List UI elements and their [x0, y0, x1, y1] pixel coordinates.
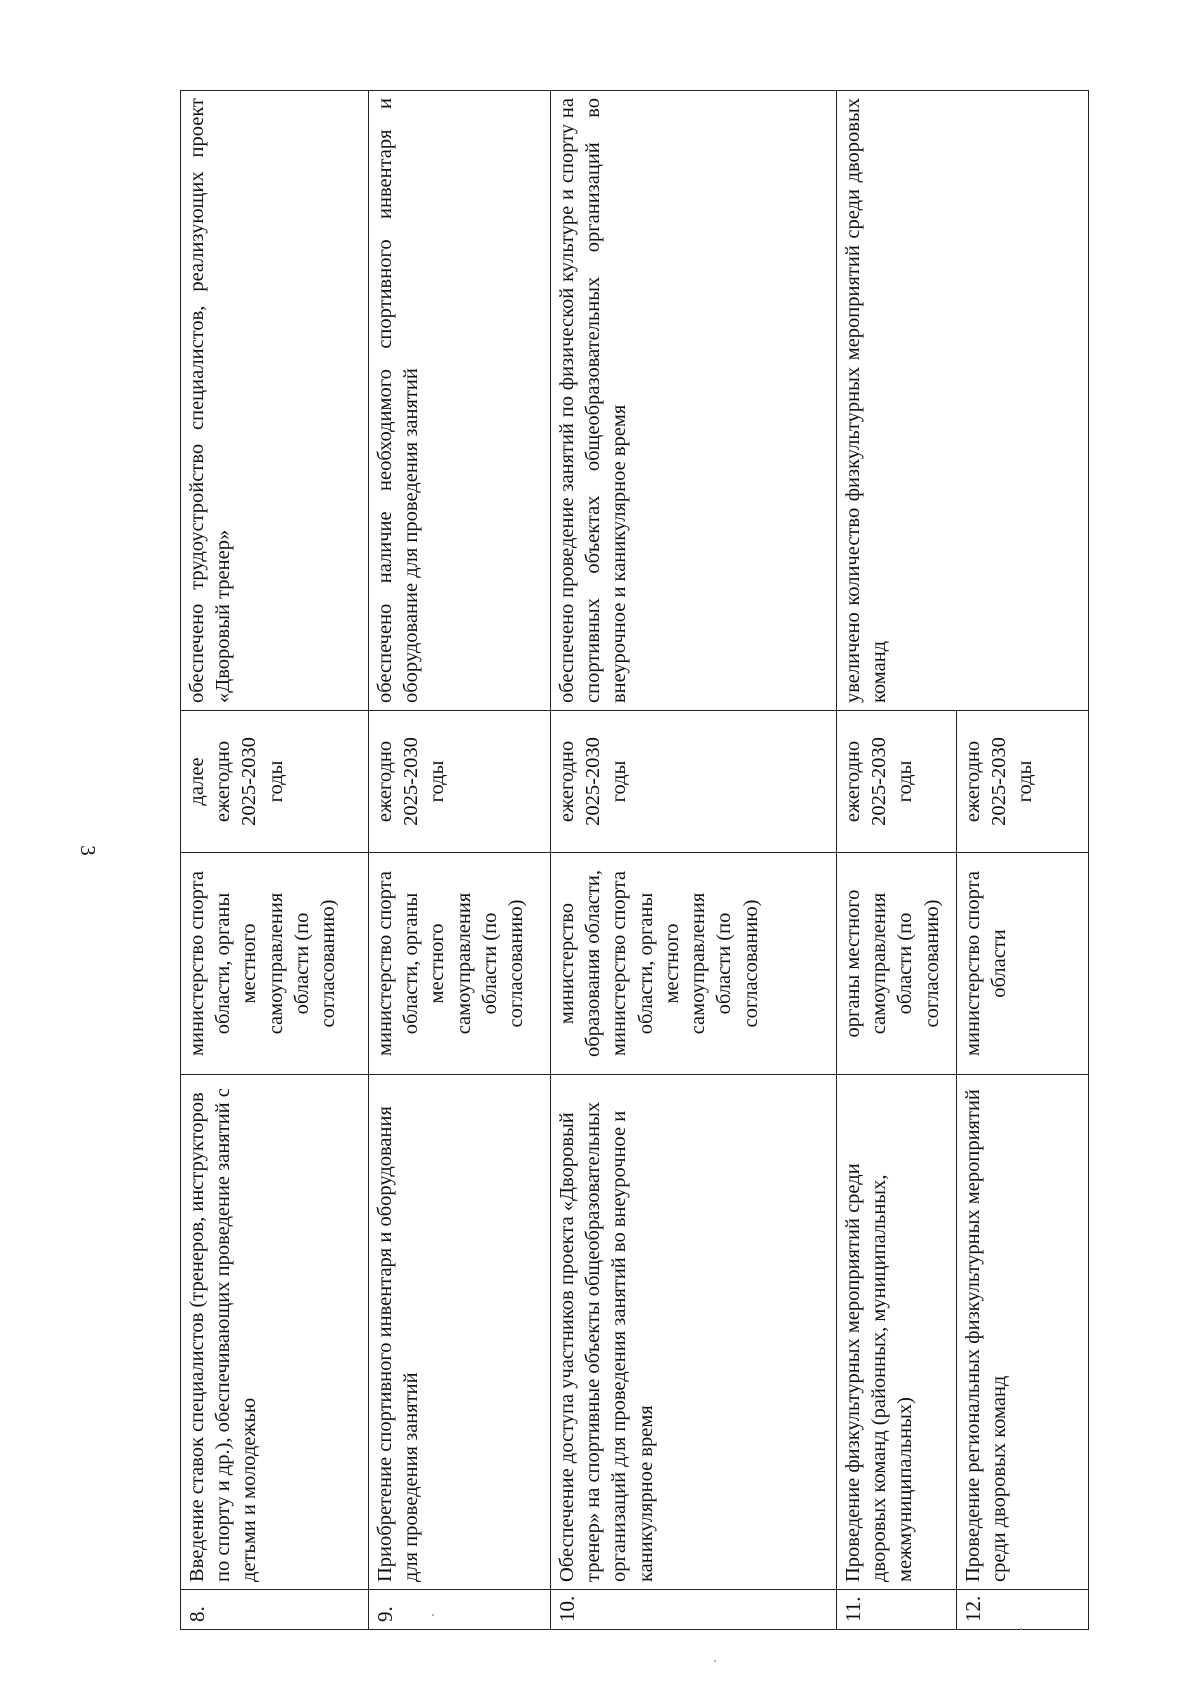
term-cell: ежегодно 2025-2030 годы: [551, 711, 837, 853]
scan-speck: [432, 1614, 434, 1616]
executor-cell: министерство спорта области: [957, 853, 1089, 1075]
result-cell: обеспечено трудоустройство специалистов, реализующих проект «Дворовый тренер»: [181, 91, 369, 711]
table-row: [837, 91, 957, 1630]
table-row: [551, 91, 837, 1630]
executor-cell: органы местного самоуправления области (по согласованию): [837, 853, 957, 1075]
row-number: 12.: [957, 1590, 1089, 1630]
result-cell: обеспечено наличие необходимого спортивного инвентаря и оборудование для проведения занятий: [369, 91, 551, 711]
term-cell: ежегодно 2025-2030 годы: [369, 711, 551, 853]
action-cell: Проведение физкультурных мероприятий среди дворовых команд (районных, муниципальных, межмуниципальных): [837, 1075, 957, 1590]
row-number: 9.: [369, 1590, 551, 1630]
term-cell: ежегодно 2025-2030 годы: [837, 711, 957, 853]
rotated-table-wrapper: [180, 90, 1088, 1630]
table-row: [181, 91, 369, 1630]
action-cell: Введение ставок специалистов (тренеров, инструкторов по спорту и др.), обеспечивающих проведение занятий с детьми и молодежью: [181, 1075, 369, 1590]
executor-cell: министерство спорта области, органы местного самоуправления области (по согласованию): [369, 853, 551, 1075]
executor-cell: министерство спорта области, органы местного самоуправления области (по согласованию): [181, 853, 369, 1075]
row-number: 8.: [181, 1590, 369, 1630]
result-cell: обеспечено проведение занятий по физической культуре и спорту на спортивных объектах общеобразовательных организаций во внеурочное и каникулярное время: [551, 91, 837, 711]
scan-speck: [714, 1660, 716, 1662]
action-cell: Приобретение спортивного инвентаря и оборудования для проведения занятий: [369, 1075, 551, 1590]
term-cell: ежегодно 2025-2030 годы: [957, 711, 1089, 853]
measures-table: [180, 90, 1089, 1630]
action-cell: Обеспечение доступа участников проекта «Дворовый тренер» на спортивные объекты общеобразовательных организаций для проведения занятий во внеурочное и каникулярное время: [551, 1075, 837, 1590]
result-cell: увеличено количество физкультурных мероприятий среди дворовых команд: [837, 91, 1089, 711]
row-number: 10.: [551, 1590, 837, 1630]
executor-cell: министерство образования области, министерство спорта области, органы местного самоуправления области (по согласованию): [551, 853, 837, 1075]
row-number: 11.: [837, 1590, 957, 1630]
table-row: [369, 91, 551, 1630]
action-cell: Проведение региональных физкультурных мероприятий среди дворовых команд: [957, 1075, 1089, 1590]
page-number: 3: [75, 845, 100, 856]
scan-speck: [1020, 1628, 1022, 1630]
term-cell: далее ежегодно 2025-2030 годы: [181, 711, 369, 853]
